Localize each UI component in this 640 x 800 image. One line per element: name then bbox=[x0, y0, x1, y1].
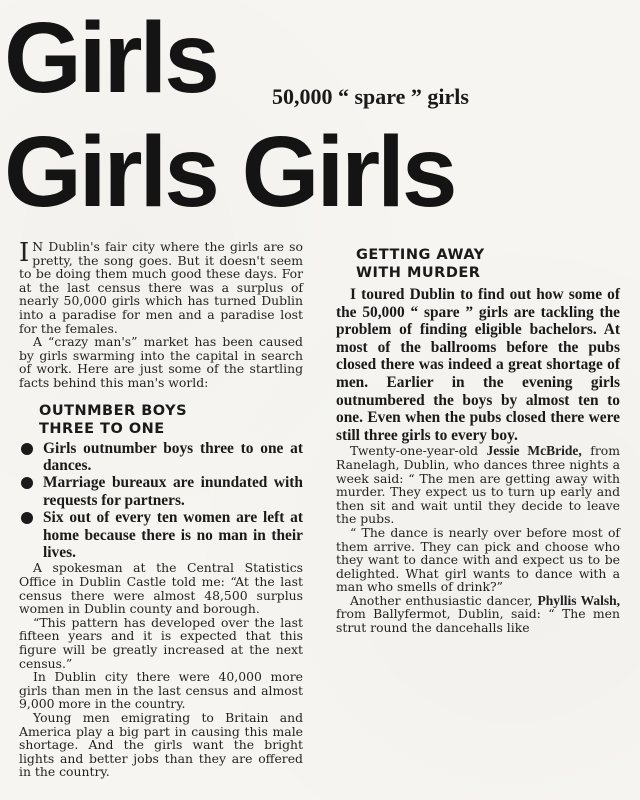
bullet-item bbox=[19, 440, 303, 475]
left-column bbox=[19, 240, 303, 779]
section-heading-line-1: OUTNMBER BOYS bbox=[39, 402, 188, 419]
section-heading-line-2: THREE TO ONE bbox=[39, 420, 165, 437]
section-heading-line-2: WITH MURDER bbox=[356, 265, 481, 281]
bullet-item bbox=[19, 509, 303, 561]
paragraph-text: from Ballyfermot, Dublin, said: “ The men strut round the dancehalls like bbox=[336, 606, 620, 636]
lede-paragraph: I toured Dublin to find out how some of the 50,000 “ spare ” girls are tackling the problem of finding eligible bachelors. At most of the ballrooms before the pubs closed there was indeed a great shortage of men. Earlier in the evening girls outnumbered the boys by almost ten to one. Even when the pubs closed there were still three girls to every boy. bbox=[336, 286, 620, 444]
headline-line-2: Girls Girls bbox=[4, 116, 455, 228]
bullet-item bbox=[19, 474, 303, 509]
paragraph-dublin-city: In Dublin city there were 40,000 more girls than men in the last census and almost 9,000 more in the country. bbox=[19, 669, 303, 712]
paragraph-phyllis bbox=[336, 594, 620, 635]
bullet-text: Marriage bureaux are inundated with requests for partners. bbox=[43, 474, 303, 509]
right-column bbox=[336, 246, 620, 635]
intro-paragraph-2: A “crazy man's” market has been caused by girls swarming into the capital in search of work. Here are just some of the startling facts behind this man's world: bbox=[19, 334, 303, 390]
person-name: Jessie McBride, bbox=[486, 443, 582, 459]
section-heading-line-1: GETTING AWAY bbox=[356, 247, 485, 263]
facts-bullet-list bbox=[19, 440, 303, 562]
paragraph-dance-over: “ The dance is nearly over before most of them arrive. They can pick and choose who they want to dance with and expect us to be delighted. What girl wants to dance with a man who smells of drink?” bbox=[336, 524, 620, 595]
bullet-dot-icon bbox=[21, 477, 33, 489]
section-heading-getting-away bbox=[356, 246, 620, 282]
paragraph-text: Another enthusiastic dancer, bbox=[350, 592, 538, 608]
paragraph-jessie bbox=[336, 444, 620, 526]
section-heading-outnumber bbox=[39, 402, 303, 438]
drop-cap: I bbox=[19, 238, 30, 268]
intro-paragraph-1-text: N Dublin's fair city where the girls are so pretty, the song goes. But it doesn't seem to be doing them much good these days. For at the last census there was a surplus of nearly 50,000 girls which has turned Dublin into a paradise for men and a paradise lost for the females. bbox=[19, 239, 303, 336]
bullet-dot-icon bbox=[21, 443, 33, 455]
bullet-text: Six out of every ten women are left at home because there is no man in their lives. bbox=[43, 509, 303, 561]
paragraph-emigration: Young men emigrating to Britain and America play a big part in causing this male shortage. And the girls want the bright lights and better jobs than they are offered in the country. bbox=[19, 709, 303, 780]
paragraph-text: from Ranelagh, Dublin, who dances three nights a week said: “ The men are getting away with murder. They expect us to turn up early and then sit and wait until they decide to leave the pubs. bbox=[336, 443, 620, 527]
paragraph-spokesman: A spokesman at the Central Statistics Office in Dublin Castle told me: “At the last census there were almost 48,500 surplus women in Dublin county and borough. bbox=[19, 560, 303, 617]
headline-line-1: Girls bbox=[4, 2, 217, 114]
subheadline: 50,000 “ spare ” girls bbox=[272, 84, 469, 109]
person-name: Phyllis Walsh, bbox=[537, 592, 620, 608]
bullet-dot-icon bbox=[21, 512, 33, 524]
paragraph-text: Twenty-one-year-old bbox=[350, 443, 487, 459]
paragraph-pattern: “This pattern has developed over the last fifteen years and it is expected that this figure will be greatly increased at the next census.” bbox=[19, 614, 303, 671]
bullet-text: Girls outnumber boys three to one at dances. bbox=[43, 439, 303, 474]
intro-paragraph-1 bbox=[19, 240, 303, 335]
